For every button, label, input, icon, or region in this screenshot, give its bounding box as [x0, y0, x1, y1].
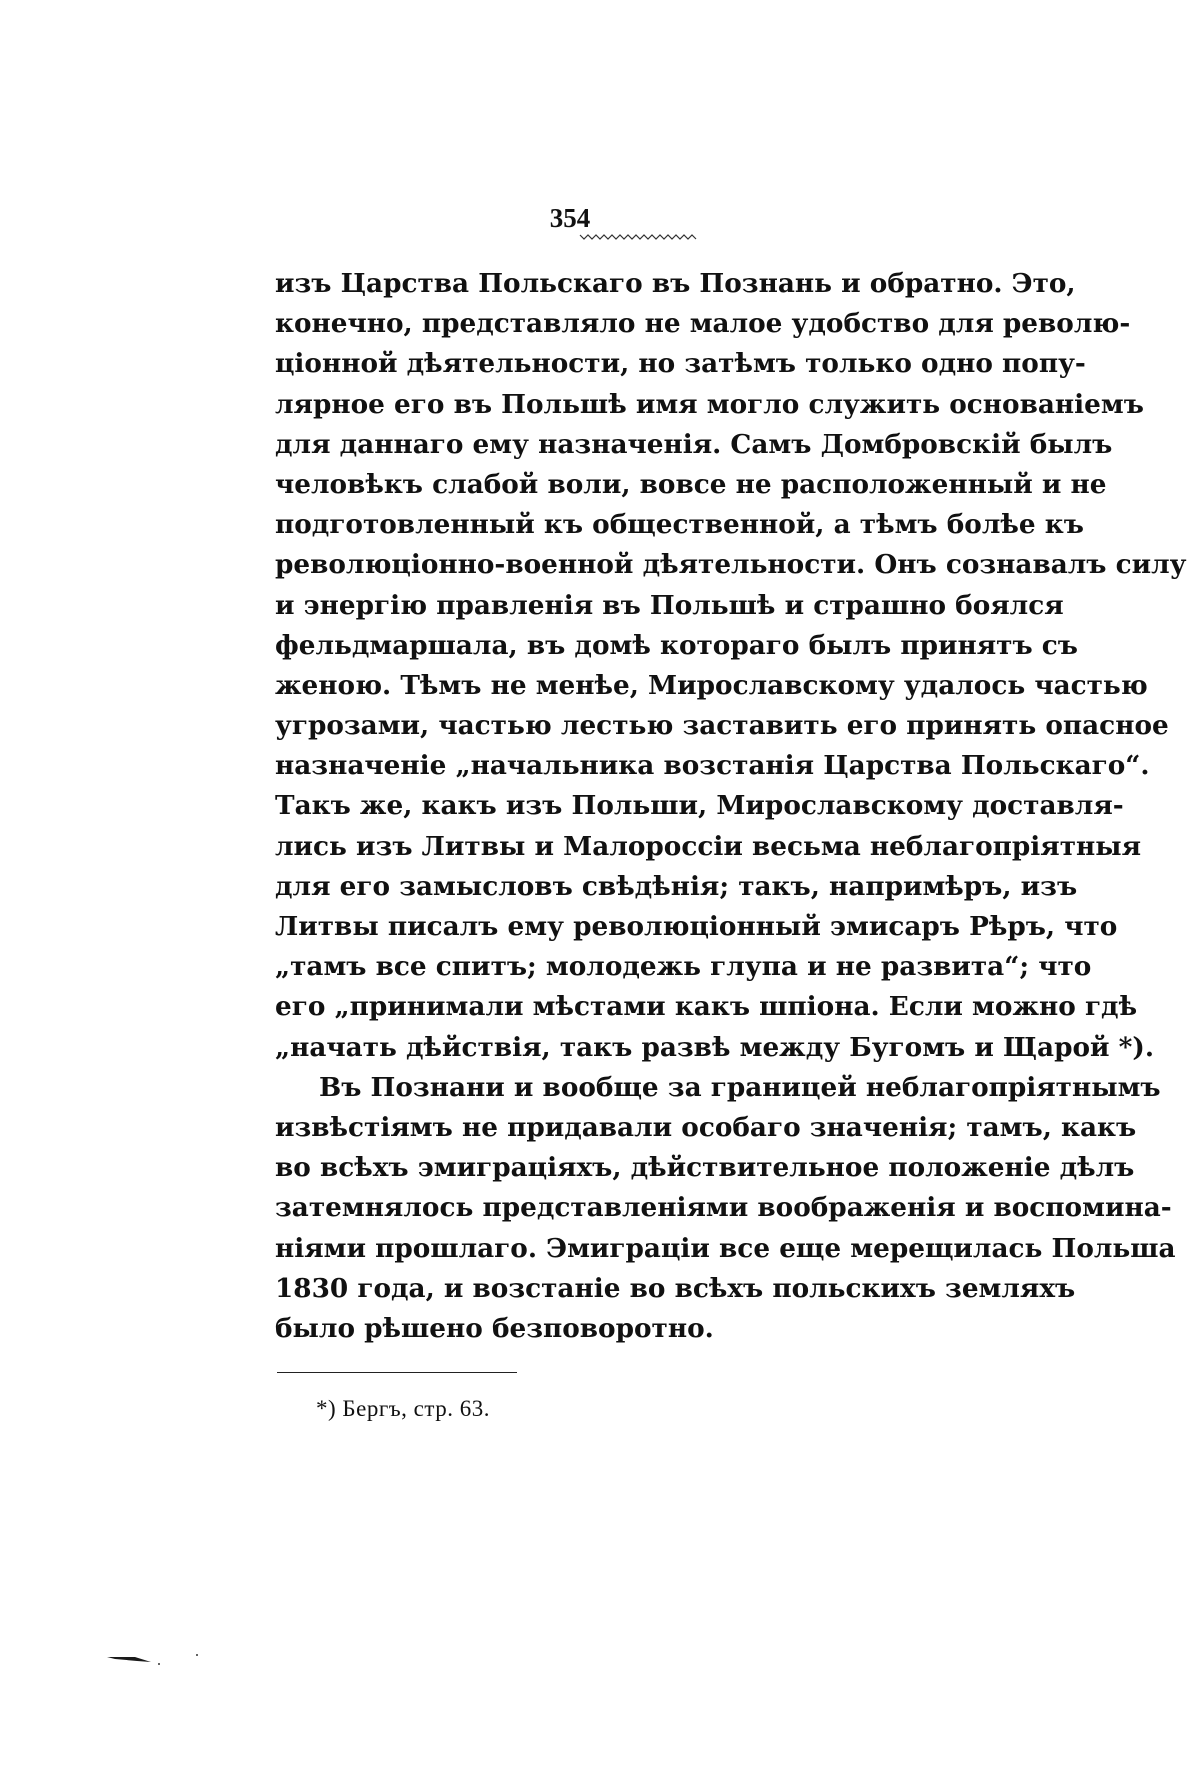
- paragraph-end-line: „начать дѣйствія, такъ развѣ между Бугомъ и Щарой *).: [275, 1031, 1155, 1063]
- footnote-divider: [277, 1372, 517, 1373]
- text-line: 1830 года, и возстаніе во всѣхъ польскихъ земляхъ: [275, 1272, 1076, 1304]
- text-line: ціонной дѣятельности, но затѣмъ только одно попу-: [275, 348, 1086, 380]
- text-line: „тамъ все спитъ; молодежь глупа и не развита“; что: [275, 951, 1092, 983]
- text-line: лярное его въ Польшѣ имя могло служить основаніемъ: [275, 388, 1144, 420]
- text-line: революціонно-военной дѣятельности. Онъ сознавалъ силу: [275, 549, 1187, 581]
- footnote: *) Бергъ, стр. 63.: [316, 1396, 490, 1421]
- text-line: Такъ же, какъ изъ Польши, Мирославскому доставля-: [275, 790, 1124, 822]
- text-line: и энергію правленія въ Польшѣ и страшно боялся: [275, 589, 1064, 621]
- paragraph-start-line: Въ Познани и вообще за границей неблагопріятнымъ: [319, 1071, 1161, 1103]
- paragraph-end-line: было рѣшено безповоротно.: [275, 1312, 714, 1344]
- text-line: затемнялось представленіями воображенія и воспомина-: [275, 1192, 1172, 1224]
- text-line: фельдмаршала, въ домѣ котораго былъ принятъ съ: [275, 629, 1078, 661]
- text-line: подготовленный къ общественной, а тѣмъ болѣе къ: [275, 509, 1084, 541]
- text-line: для даннаго ему назначенія. Самъ Домбровскій былъ: [275, 428, 1113, 460]
- text-line: конечно, представляло не малое удобство для револю-: [275, 308, 1131, 340]
- text-line: извѣстіямъ не придавали особаго значенія; тамъ, какъ: [275, 1111, 1137, 1143]
- text-line: для его замысловъ свѣдѣнія; такъ, напримѣръ, изъ: [275, 870, 1078, 902]
- text-line: человѣкъ слабой воли, вовсе не расположенный и не: [275, 468, 1107, 500]
- text-line: ніями прошлаго. Эмиграціи все еще мерещилась Польша: [275, 1232, 1176, 1264]
- text-line: его „принимали мѣстами какъ шпіона. Если можно гдѣ: [275, 991, 1138, 1023]
- text-line: Литвы писалъ ему революціонный эмисаръ Рѣръ, что: [275, 911, 1118, 942]
- text-line: изъ Царства Польскаго въ Познань и обратно. Это,: [275, 268, 1076, 299]
- text-line: назначеніе „начальника возстанія Царства Польскаго“.: [275, 750, 1150, 782]
- wavy-rule-ornament: [580, 232, 696, 242]
- ink-mark: [107, 1653, 167, 1665]
- text-line: лись изъ Литвы и Малороссіи весьма неблагопріятныя: [275, 830, 1142, 862]
- text-line: во всѣхъ эмиграціяхъ, дѣйствительное положеніе дѣлъ: [275, 1152, 1135, 1184]
- text-line: женою. Тѣмъ не менѣе, Мирославскому удалось частью: [275, 669, 1148, 701]
- body-text: [275, 264, 1187, 1349]
- page-number: 354: [549, 203, 591, 233]
- text-line: угрозами, частью лестью заставить его принять опасное: [275, 710, 1169, 742]
